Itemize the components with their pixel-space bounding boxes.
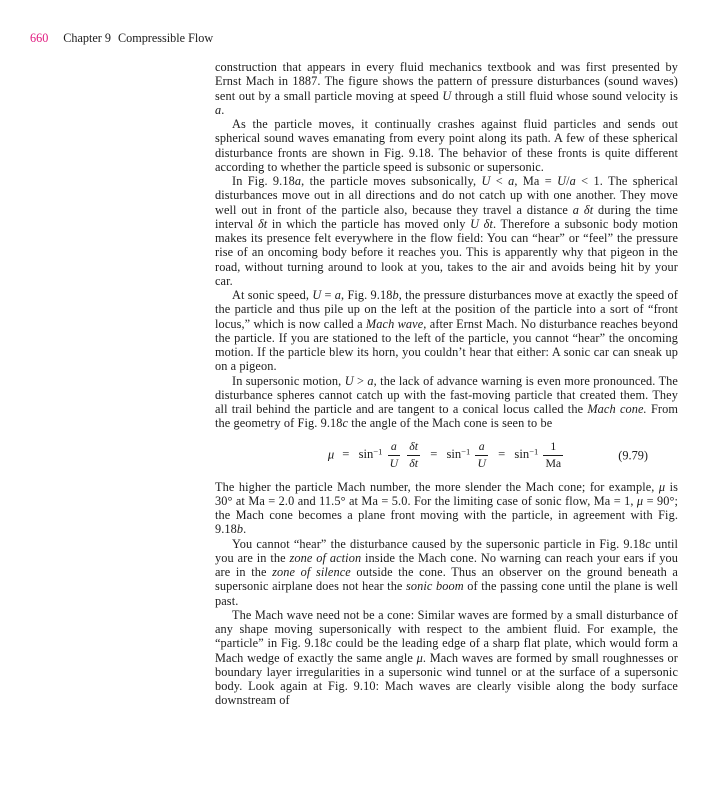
fraction-a-over-U: $\frac{a}{U}$ xyxy=(477,439,486,470)
equation-mu-symbol: μ xyxy=(327,447,335,462)
paragraph: The higher the particle Mach number, the more slender the Mach cone; for example, μ is 30° at Ma = 2.0 and 11.5° at Ma = 5.0. For the limiting case of sonic flow, Ma = 1, μ = 90°; the Mach cone becomes a plane front moving with the particle, in agreement with Fig. 9.18b. xyxy=(215,479,679,537)
chapter-label: Chapter 9 xyxy=(63,31,112,45)
inverse-exponent: −1 xyxy=(529,446,539,457)
paragraph: In supersonic motion, U > a, the lack of advance warning is even more pronounced. The disturbance spheres cannot catch up with the fast-moving particle that created them. They all trail behind the particle and are tangent to a conical locus called the Mach cone. From the geometry of Fig. 9.18c the angle of the Mach cone is seen to be xyxy=(215,373,678,431)
body-text-column xyxy=(215,60,678,708)
fraction-1-over-Ma: $\frac{1}{Ma}$ xyxy=(545,439,562,470)
equation-number: (9.79) xyxy=(618,448,648,462)
sin-function: sin xyxy=(446,447,462,462)
equals-sign: = xyxy=(430,447,438,462)
sin-function: sin xyxy=(358,447,374,462)
page-number: 660 xyxy=(30,31,49,45)
paragraph: As the particle moves, it continually crashes against fluid particles and sends out spherical sound waves emanating from every point along its path. A few of these spherical disturbance fronts are shown in Fig. 9.18. The behavior of these fronts is quite different according to whether the particle speed is subsonic or supersonic. xyxy=(215,117,678,174)
paragraph: At sonic speed, U = a, Fig. 9.18b, the pressure disturbances move at exactly the speed of the particle and thus pile up on the left at the position of the particle into a sort of “front locus,” which is now called a Mach wave, after Ernst Mach. No disturbance reaches beyond the particle. If you are stationed to the left of the particle, you cannot “hear” the oncoming motion. If the particle blew its horn, you couldn’t hear that either: A sonic car can sneak up on a pigeon. xyxy=(215,288,678,374)
equals-sign: = xyxy=(498,447,506,462)
inverse-exponent: −1 xyxy=(373,446,383,457)
equation-9-79 xyxy=(215,439,678,473)
sin-function: sin xyxy=(514,447,530,462)
running-head xyxy=(30,31,213,46)
paragraph: You cannot “hear” the disturbance caused by the supersonic particle in Fig. 9.18c until you are in the zone of action inside the Mach cone. No warning can reach your ears if you are in the zone of silence outside the cone. Thus an observer on the ground beneath a supersonic airplane does not hear the sonic boom of the passing cone until the plane is well past. xyxy=(215,536,679,608)
equation-body xyxy=(215,440,678,471)
fraction-a-over-U: $\frac{a}{U}$ xyxy=(389,439,399,470)
inverse-exponent: −1 xyxy=(461,446,471,457)
paragraph: construction that appears in every fluid mechanics textbook and was first presented by Ernst Mach in 1887. The figure shows the pattern of pressure disturbances (sound waves) sent out by a small particle moving at speed U through a still fluid whose sound velocity is a. xyxy=(215,60,678,117)
fraction-dt-over-dt: $\frac{\delta t}{\delta t}$ xyxy=(409,439,419,470)
chapter-title: Compressible Flow xyxy=(118,31,214,45)
equals-sign: = xyxy=(342,447,350,462)
paragraph: The Mach wave need not be a cone: Similar waves are formed by a small disturbance of any shape moving supersonically with respect to the ambient fluid. For example, the “particle” in Fig. 9.18c could be the leading edge of a sharp flat plate, which would form a Mach wedge of exactly the same angle μ. Mach waves are formed by small roughnesses or boundary layer irregularities in a supersonic wind tunnel or at the surface of a supersonic body. Look again at Fig. 9.10: Mach waves are clearly visible along the body surface downstream of xyxy=(215,607,678,708)
paragraph: In Fig. 9.18a, the particle moves subsonically, U < a, Ma = U/a < 1. The spherical disturbances move out in all directions and do not catch up with one another. They move well out in front of the particle also, because they travel a distance a δt during the time interval δt in which the particle has moved only U δt. Therefore a subsonic body motion makes its presence felt everywhere in the flow field: You can “hear” or “feel” the pressure rise of an oncoming body before it reaches you. This is apparently why that pigeon in the road, without turning around to look at you, takes to the air and avoids being hit by your car. xyxy=(215,174,679,288)
